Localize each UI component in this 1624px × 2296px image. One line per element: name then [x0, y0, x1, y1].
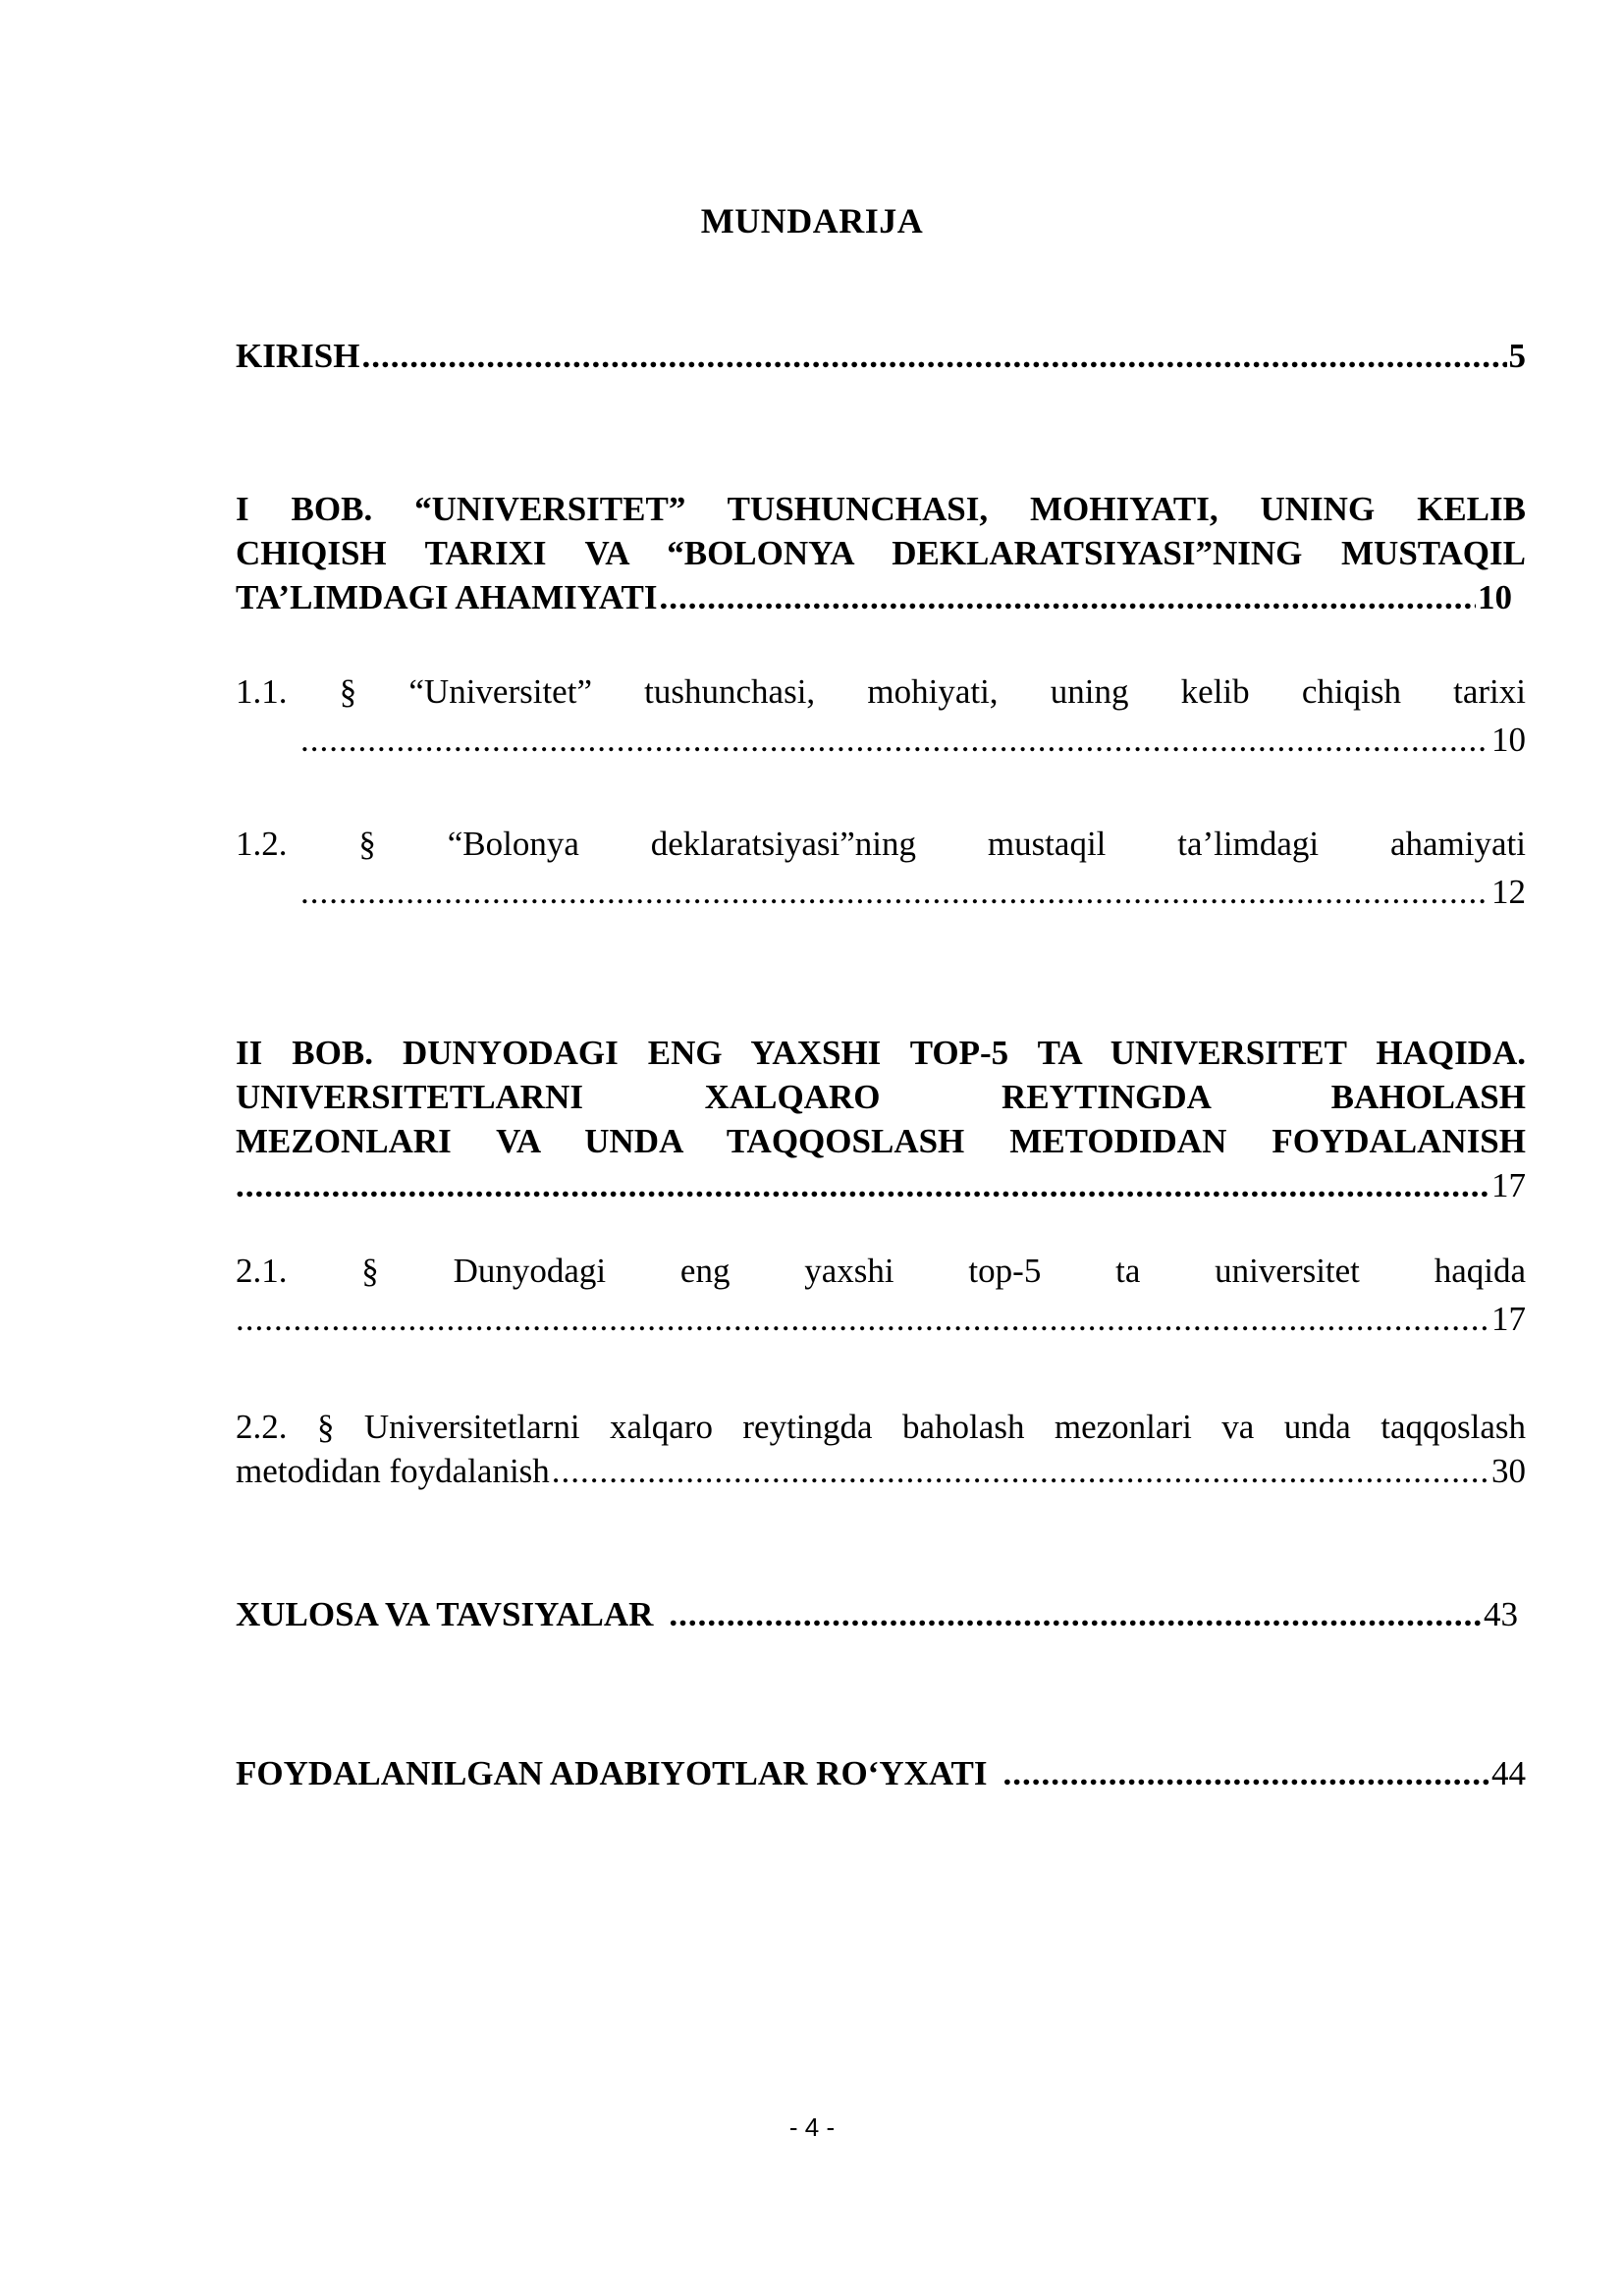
toc-page-number: 17	[1491, 1300, 1526, 1338]
dot-leader	[669, 1592, 1482, 1636]
dot-leader	[361, 334, 1506, 378]
dot-leader	[659, 575, 1476, 619]
toc-entry-title: KIRISH	[236, 337, 360, 375]
toc-page-number: 12	[1491, 873, 1526, 911]
toc-entry-chapter-2[interactable]	[236, 1031, 1526, 1207]
toc-entry-section-1-1[interactable]	[236, 669, 1526, 762]
toc-entry-references[interactable]	[236, 1751, 1526, 1795]
dot-leader	[236, 1297, 1489, 1341]
toc-entry-kirish[interactable]	[236, 334, 1526, 378]
page-number-footer: - 4 -	[788, 2112, 836, 2142]
toc-entry-title-line: 1.2. § “Bolonya deklaratsiyasi”ning mustaqil ta’limdagi ahamiyati	[236, 825, 1526, 863]
toc-entry-title-line: 1.1. § “Universitet” tushunchasi, mohiyati, uning kelib chiqish tarixi	[236, 672, 1526, 711]
toc-entry-section-2-1[interactable]	[236, 1249, 1526, 1341]
toc-page-number: 10	[1478, 578, 1512, 616]
toc-entry-section-2-2[interactable]	[236, 1405, 1526, 1493]
toc-entry-title-line: II BOB. DUNYODAGI ENG YAXSHI TOP-5 TA UNIVERSITET HAQIDA.	[236, 1034, 1526, 1072]
toc-entry-title-line: 2.2. § Universitetlarni xalqaro reytingda baholash mezonlari va unda taqqoslash	[236, 1408, 1526, 1446]
toc-entry-title: XULOSA VA TAVSIYALAR	[236, 1595, 654, 1633]
toc-page-number: 17	[1491, 1166, 1526, 1204]
toc-page-number: 43	[1484, 1595, 1518, 1633]
toc-entry-title-line: CHIQISH TARIXI VA “BOLONYA DEKLARATSIYASI”NING MUSTAQIL	[236, 534, 1526, 572]
toc-entry-section-1-2[interactable]	[236, 822, 1526, 914]
toc-entry-title-line: I BOB. “UNIVERSITET” TUSHUNCHASI, MOHIYATI, UNING KELIB	[236, 490, 1526, 528]
toc-entry-title-line: UNIVERSITETLARNI XALQARO REYTINGDA BAHOLASH	[236, 1078, 1526, 1116]
dot-leader	[300, 870, 1489, 914]
toc-page-number: 5	[1508, 337, 1526, 375]
dot-leader	[300, 718, 1489, 762]
toc-entry-title-line: 2.1. § Dunyodagi eng yaxshi top-5 ta universitet haqida	[236, 1252, 1526, 1290]
dot-leader	[236, 1163, 1489, 1207]
toc-entry-chapter-1[interactable]	[236, 487, 1526, 619]
dot-leader	[552, 1449, 1489, 1493]
dot-leader	[1003, 1751, 1489, 1795]
toc-entry-title-line: MEZONLARI VA UNDA TAQQOSLASH METODIDAN FOYDALANISH	[236, 1122, 1526, 1160]
page-title: MUNDARIJA	[700, 201, 924, 240]
toc-page-number: 30	[1491, 1452, 1526, 1490]
toc-entry-conclusion[interactable]	[236, 1592, 1518, 1636]
toc-page-number: 44	[1491, 1754, 1526, 1792]
toc-entry-title-line: metodidan foydalanish	[236, 1452, 550, 1490]
toc-entry-title: FOYDALANILGAN ADABIYOTLAR RO‘YXATI	[236, 1754, 988, 1792]
toc-page-number: 10	[1491, 721, 1526, 759]
toc-entry-title-line: TA’LIMDAGI AHAMIYATI	[236, 578, 658, 616]
